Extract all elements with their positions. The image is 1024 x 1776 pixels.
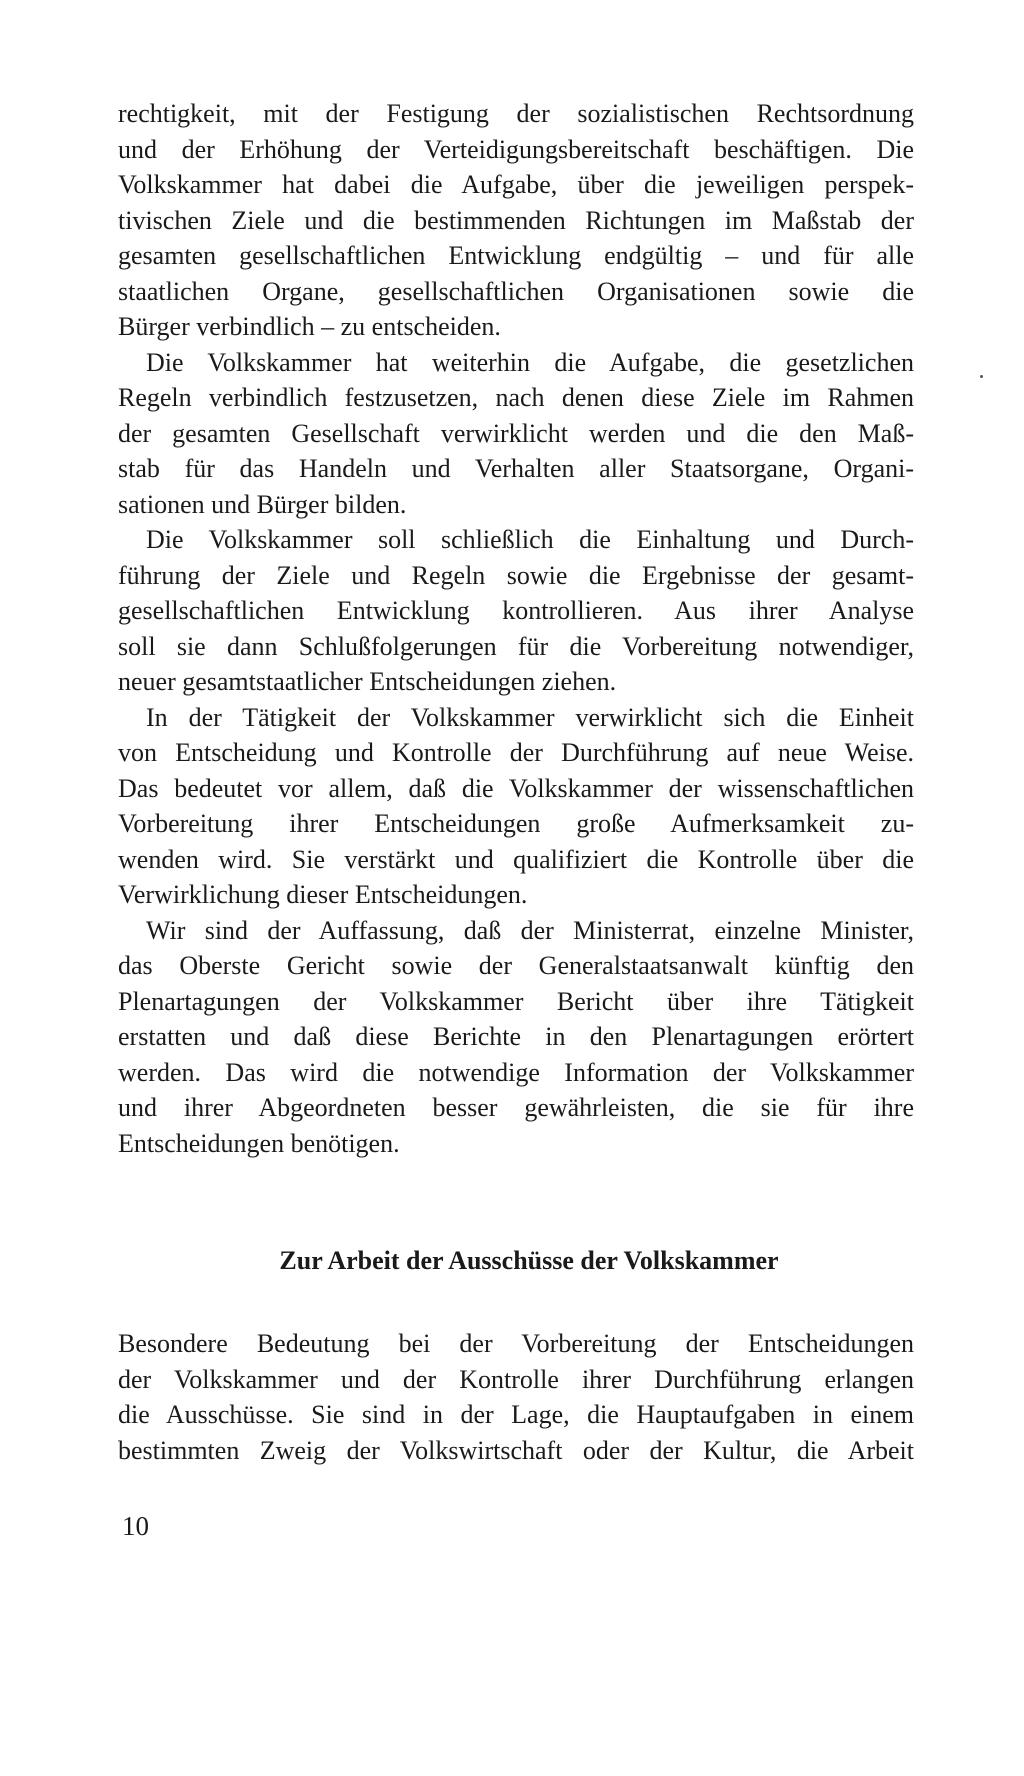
- text-line: tivischen Ziele und die bestimmenden Richtungen im Maßstab der: [118, 205, 914, 235]
- text-line: staatlichen Organe, gesellschaftlichen Organisationen sowie die: [118, 276, 914, 306]
- text-line: stab für das Handeln und Verhalten aller Staatsorgane, Organi-: [118, 454, 914, 483]
- text-line: Entscheidungen benötigen.: [118, 1128, 400, 1158]
- text-line: werden. Das wird die notwendige Information der Volkskammer: [118, 1057, 914, 1087]
- text-line: der gesamten Gesellschaft verwirklicht werden und die den Maß-: [118, 418, 914, 448]
- text-line: Verwirklichung dieser Entscheidungen.: [118, 880, 528, 909]
- text-line: In der Tätigkeit der Volkskammer verwirklicht sich die Einheit: [146, 702, 914, 732]
- text-line: wenden wird. Sie verstärkt und qualifiziert die Kontrolle über die: [118, 844, 914, 874]
- section-text: [118, 1326, 914, 1468]
- text-line: sationen und Bürger bilden.: [118, 489, 407, 519]
- text-line: soll sie dann Schlußfolgerungen für die Vorbereitung notwendiger,: [118, 631, 914, 661]
- text-line: gesellschaftlichen Entwicklung kontrollieren. Aus ihrer Analyse: [118, 596, 914, 625]
- text-line: Das bedeutet vor allem, daß die Volkskammer der wissenschaftlichen: [118, 773, 914, 803]
- text-line: und der Erhöhung der Verteidigungsbereitschaft beschäftigen. Die: [118, 134, 914, 164]
- text-line: gesamten gesellschaftlichen Entwicklung endgültig – und für alle: [118, 241, 914, 270]
- text-line: Regeln verbindlich festzusetzen, nach denen diese Ziele im Rahmen: [118, 383, 914, 412]
- text-line: Die Volkskammer hat weiterhin die Aufgabe, die gesetzlichen: [146, 347, 914, 377]
- section-text-line: die Ausschüsse. Sie sind in der Lage, die Hauptaufgaben in einem: [118, 1400, 914, 1429]
- text-line: Bürger verbindlich – zu entscheiden.: [118, 312, 501, 341]
- text-line: führung der Ziele und Regeln sowie die Ergebnisse der gesamt-: [118, 560, 914, 590]
- text-line: Volkskammer hat dabei die Aufgabe, über die jeweiligen perspek-: [118, 170, 914, 199]
- margin-mark: [980, 375, 983, 378]
- text-line: und ihrer Abgeordneten besser gewährleisten, die sie für ihre: [118, 1093, 914, 1122]
- text-line: das Oberste Gericht sowie der Generalstaatsanwalt künftig den: [118, 951, 914, 980]
- section-text-line: Besondere Bedeutung bei der Vorbereitung der Entscheidungen: [118, 1329, 914, 1358]
- text-line: Vorbereitung ihrer Entscheidungen große Aufmerksamkeit zu-: [118, 809, 914, 838]
- text-line: rechtigkeit, mit der Festigung der sozialistischen Rechtsordnung: [118, 99, 914, 128]
- text-line: Die Volkskammer soll schließlich die Einhaltung und Durch-: [146, 525, 914, 554]
- text-line: Plenartagungen der Volkskammer Bericht über ihre Tätigkeit: [118, 986, 914, 1016]
- section-heading: Zur Arbeit der Ausschüsse der Volkskammer: [279, 1246, 779, 1275]
- body-text: [118, 96, 914, 1161]
- page-number: 10: [122, 1511, 149, 1541]
- text-line: neuer gesamtstaatlicher Entscheidungen ziehen.: [118, 667, 617, 696]
- text-line: Wir sind der Auffassung, daß der Ministerrat, einzelne Minister,: [146, 915, 914, 945]
- text-line: von Entscheidung und Kontrolle der Durchführung auf neue Weise.: [118, 738, 914, 767]
- section-text-line: bestimmten Zweig der Volkswirtschaft oder der Kultur, die Arbeit: [118, 1435, 914, 1465]
- section-text-line: der Volkskammer und der Kontrolle ihrer Durchführung erlangen: [118, 1364, 914, 1394]
- text-line: erstatten und daß diese Berichte in den Plenartagungen erörtert: [118, 1022, 914, 1051]
